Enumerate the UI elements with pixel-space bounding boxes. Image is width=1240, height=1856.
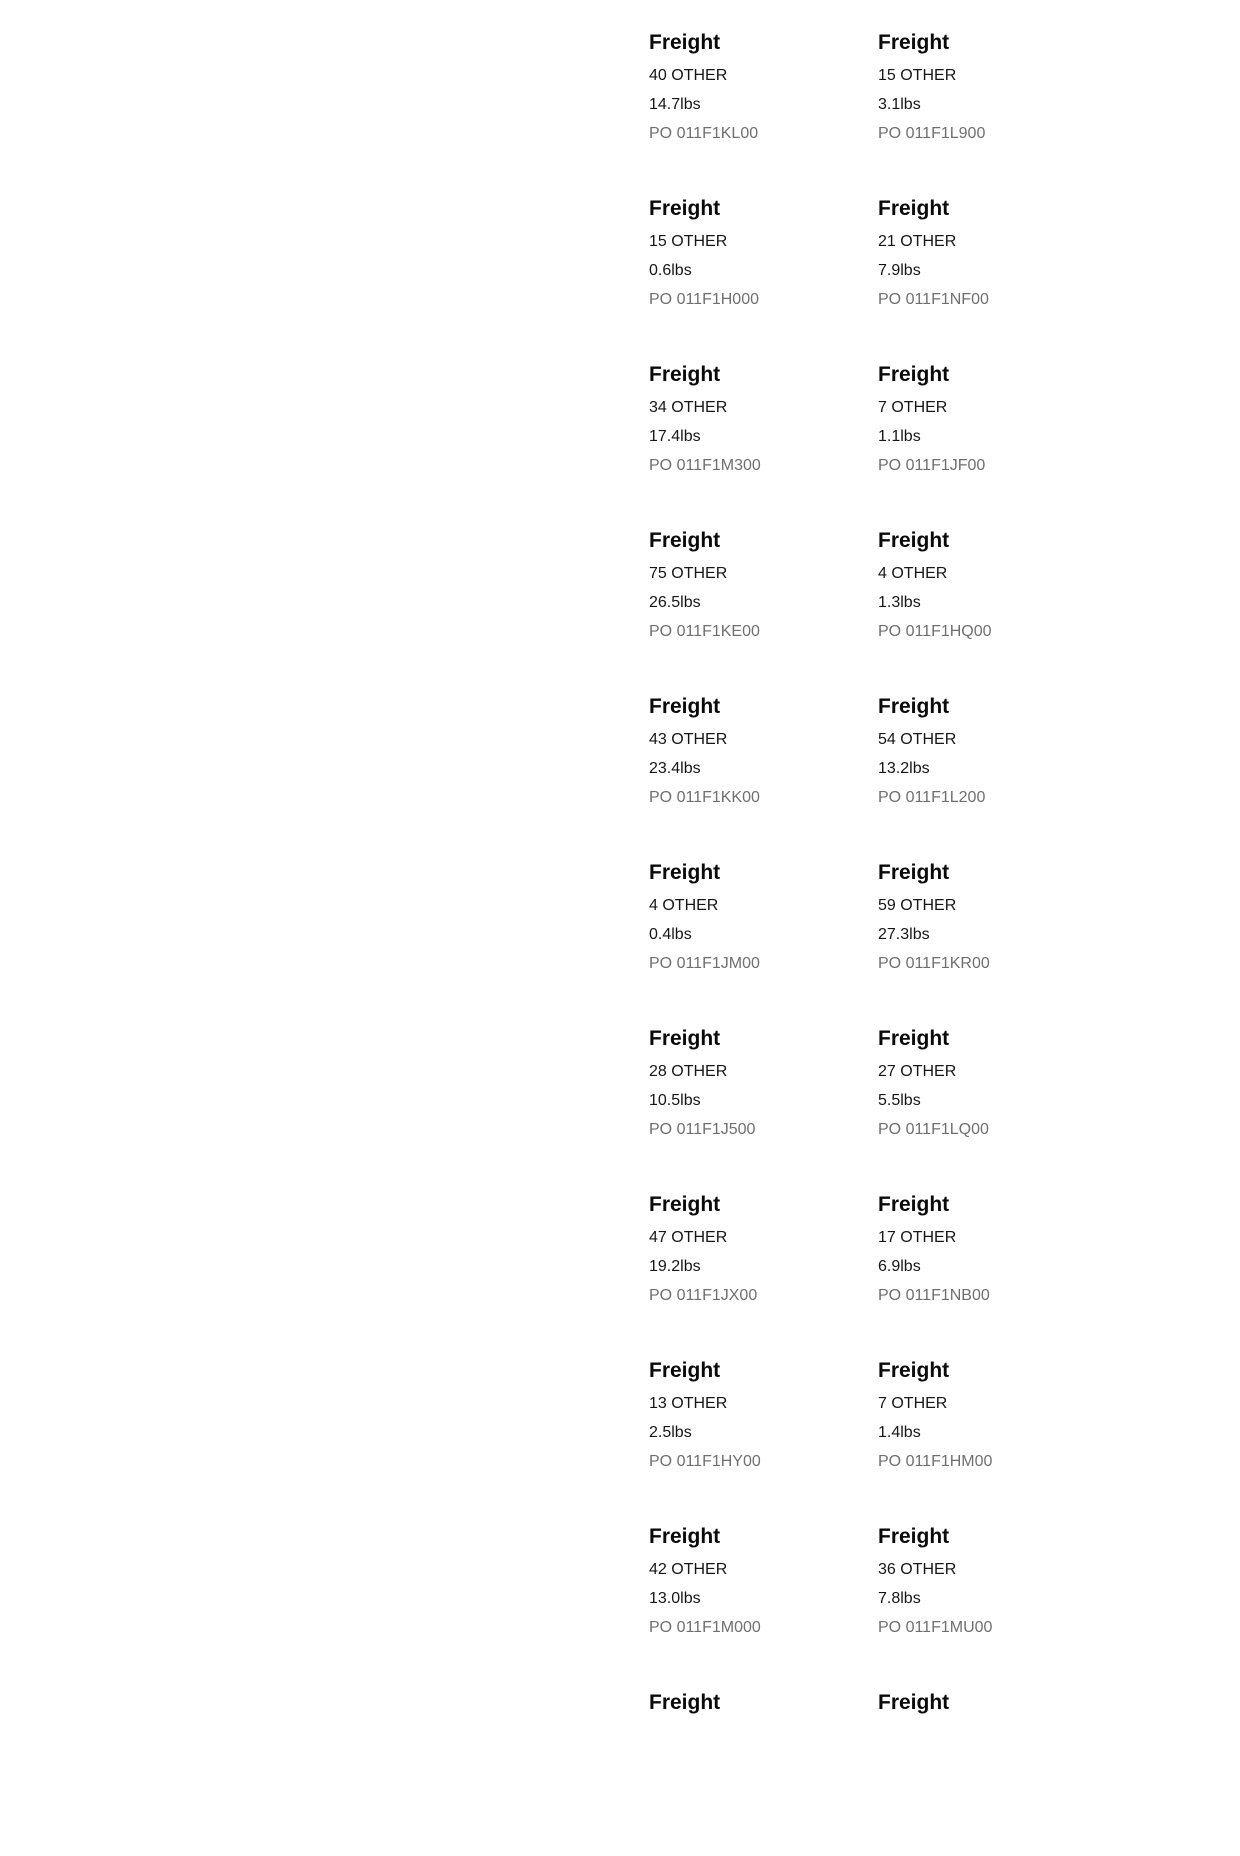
freight-po-number: PO 011F1JM00 xyxy=(649,955,760,972)
freight-row xyxy=(649,1690,1109,1856)
freight-po-number: PO 011F1KR00 xyxy=(878,955,990,972)
freight-item xyxy=(649,362,878,528)
freight-item xyxy=(878,362,1107,528)
freight-title: Freight xyxy=(649,1525,721,1548)
freight-po-number: PO 011F1KL00 xyxy=(649,125,759,142)
freight-quantity: 28 OTHER xyxy=(649,1063,728,1080)
freight-item xyxy=(649,1524,878,1690)
freight-weight: 0.6lbs xyxy=(649,262,692,279)
freight-item xyxy=(878,196,1107,362)
freight-po-number: PO 011F1L200 xyxy=(878,789,986,806)
freight-quantity: 54 OTHER xyxy=(878,731,957,748)
freight-weight: 7.8lbs xyxy=(878,1590,921,1607)
freight-row xyxy=(649,30,1109,196)
freight-title: Freight xyxy=(878,197,950,220)
freight-item xyxy=(878,1524,1107,1690)
freight-item xyxy=(649,30,878,196)
freight-po-number: PO 011F1MU00 xyxy=(878,1619,993,1636)
freight-po-number: PO 011F1HY00 xyxy=(649,1453,761,1470)
freight-row xyxy=(649,1524,1109,1690)
freight-weight: 6.9lbs xyxy=(878,1258,921,1275)
freight-weight: 1.1lbs xyxy=(878,428,921,445)
freight-title: Freight xyxy=(649,861,721,884)
freight-quantity: 34 OTHER xyxy=(649,399,728,416)
freight-row xyxy=(649,694,1109,860)
freight-po-number: PO 011F1J500 xyxy=(649,1121,756,1138)
freight-row xyxy=(649,860,1109,1026)
freight-item xyxy=(649,1192,878,1358)
freight-weight: 7.9lbs xyxy=(878,262,921,279)
freight-quantity: 43 OTHER xyxy=(649,731,728,748)
freight-quantity: 40 OTHER xyxy=(649,67,728,84)
freight-title: Freight xyxy=(878,695,950,718)
freight-quantity: 36 OTHER xyxy=(878,1561,957,1578)
freight-weight: 0.4lbs xyxy=(649,926,692,943)
freight-title: Freight xyxy=(878,861,950,884)
freight-weight: 26.5lbs xyxy=(649,594,701,611)
freight-title: Freight xyxy=(649,31,721,54)
freight-quantity: 27 OTHER xyxy=(878,1063,957,1080)
freight-row xyxy=(649,1358,1109,1524)
freight-po-number: PO 011F1NB00 xyxy=(878,1287,990,1304)
freight-row xyxy=(649,1026,1109,1192)
freight-po-number: PO 011F1L900 xyxy=(878,125,986,142)
freight-item xyxy=(649,1026,878,1192)
freight-item xyxy=(878,860,1107,1026)
freight-quantity: 15 OTHER xyxy=(649,233,728,250)
freight-po-number: PO 011F1JX00 xyxy=(649,1287,758,1304)
freight-quantity: 47 OTHER xyxy=(649,1229,728,1246)
freight-po-number: PO 011F1KE00 xyxy=(649,623,760,640)
freight-item xyxy=(878,694,1107,860)
freight-po-number: PO 011F1M000 xyxy=(649,1619,761,1636)
freight-item xyxy=(878,1358,1107,1524)
freight-po-number: PO 011F1H000 xyxy=(649,291,759,308)
freight-quantity: 7 OTHER xyxy=(878,1395,948,1412)
freight-weight: 17.4lbs xyxy=(649,428,701,445)
freight-row xyxy=(649,528,1109,694)
freight-po-number: PO 011F1LQ00 xyxy=(878,1121,989,1138)
freight-item xyxy=(878,1192,1107,1358)
freight-item xyxy=(878,1690,1107,1856)
freight-item xyxy=(649,694,878,860)
freight-row xyxy=(649,1192,1109,1358)
freight-title: Freight xyxy=(878,1359,950,1382)
freight-title: Freight xyxy=(878,363,950,386)
freight-po-number: PO 011F1JF00 xyxy=(878,457,986,474)
freight-weight: 14.7lbs xyxy=(649,96,701,113)
freight-weight: 5.5lbs xyxy=(878,1092,921,1109)
freight-row xyxy=(649,196,1109,362)
freight-list xyxy=(649,30,1109,1856)
freight-item xyxy=(878,1026,1107,1192)
freight-title: Freight xyxy=(649,695,721,718)
freight-weight: 1.4lbs xyxy=(878,1424,921,1441)
freight-quantity: 7 OTHER xyxy=(878,399,948,416)
freight-title: Freight xyxy=(649,1193,721,1216)
freight-quantity: 17 OTHER xyxy=(878,1229,957,1246)
freight-quantity: 59 OTHER xyxy=(878,897,957,914)
freight-quantity: 13 OTHER xyxy=(649,1395,728,1412)
freight-title: Freight xyxy=(878,1525,950,1548)
freight-item xyxy=(649,196,878,362)
freight-title: Freight xyxy=(649,529,721,552)
freight-weight: 10.5lbs xyxy=(649,1092,701,1109)
freight-weight: 27.3lbs xyxy=(878,926,930,943)
freight-item xyxy=(878,30,1107,196)
freight-title: Freight xyxy=(649,363,721,386)
freight-item xyxy=(649,860,878,1026)
freight-weight: 1.3lbs xyxy=(878,594,921,611)
freight-item xyxy=(649,1358,878,1524)
freight-title: Freight xyxy=(878,1691,950,1714)
freight-quantity: 15 OTHER xyxy=(878,67,957,84)
freight-quantity: 4 OTHER xyxy=(878,565,948,582)
freight-quantity: 21 OTHER xyxy=(878,233,957,250)
freight-weight: 23.4lbs xyxy=(649,760,701,777)
freight-po-number: PO 011F1HM00 xyxy=(878,1453,993,1470)
freight-po-number: PO 011F1HQ00 xyxy=(878,623,992,640)
freight-title: Freight xyxy=(878,1193,950,1216)
freight-po-number: PO 011F1KK00 xyxy=(649,789,760,806)
freight-title: Freight xyxy=(649,1691,721,1714)
freight-weight: 13.0lbs xyxy=(649,1590,701,1607)
freight-title: Freight xyxy=(878,1027,950,1050)
freight-title: Freight xyxy=(878,31,950,54)
freight-weight: 13.2lbs xyxy=(878,760,930,777)
freight-row xyxy=(649,362,1109,528)
freight-quantity: 75 OTHER xyxy=(649,565,728,582)
freight-quantity: 42 OTHER xyxy=(649,1561,728,1578)
freight-item xyxy=(649,528,878,694)
freight-po-number: PO 011F1NF00 xyxy=(878,291,989,308)
freight-title: Freight xyxy=(649,1359,721,1382)
freight-title: Freight xyxy=(649,1027,721,1050)
freight-weight: 3.1lbs xyxy=(878,96,921,113)
freight-title: Freight xyxy=(649,197,721,220)
freight-quantity: 4 OTHER xyxy=(649,897,719,914)
freight-item xyxy=(878,528,1107,694)
freight-po-number: PO 011F1M300 xyxy=(649,457,761,474)
freight-item xyxy=(649,1690,878,1856)
freight-weight: 19.2lbs xyxy=(649,1258,701,1275)
freight-weight: 2.5lbs xyxy=(649,1424,692,1441)
freight-title: Freight xyxy=(878,529,950,552)
